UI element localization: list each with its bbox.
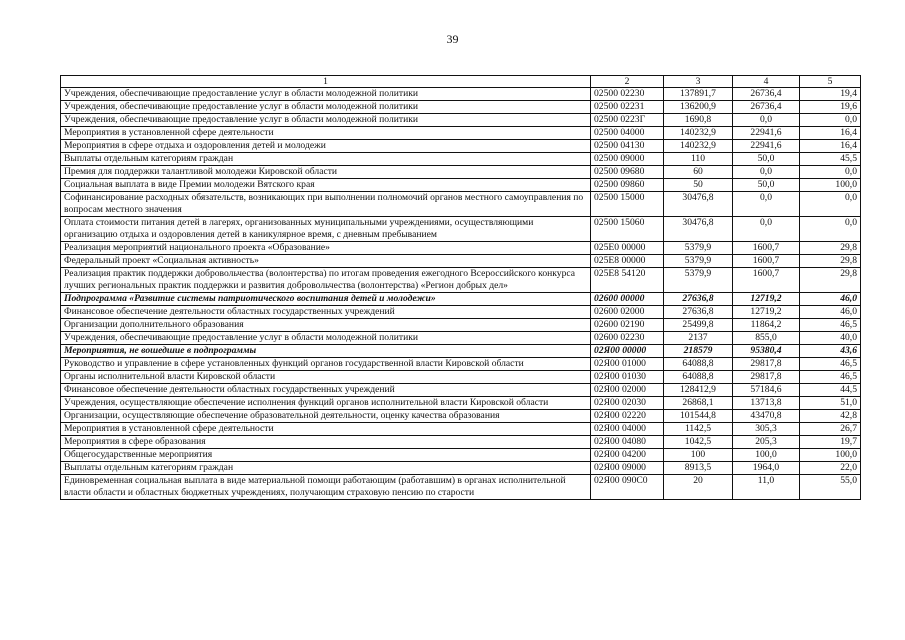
- row-code-cell: 02500 02230: [591, 88, 664, 101]
- column-header-actual: 4: [733, 76, 800, 88]
- column-header-plan: 3: [664, 76, 733, 88]
- row-name-cell: Общегосударственные мероприятия: [61, 449, 591, 462]
- row-plan-cell: 137891,7: [664, 88, 733, 101]
- row-plan-cell: 128412,9: [664, 384, 733, 397]
- row-actual-cell: 29817,8: [733, 371, 800, 384]
- row-actual-cell: 0,0: [733, 166, 800, 179]
- row-plan-cell: 110: [664, 153, 733, 166]
- table-row: [61, 319, 861, 332]
- row-percent-cell: 46,0: [800, 306, 861, 319]
- row-actual-cell: 305,3: [733, 423, 800, 436]
- row-plan-cell: 1142,5: [664, 423, 733, 436]
- row-plan-cell: 1690,8: [664, 114, 733, 127]
- row-percent-cell: 55,0: [800, 475, 861, 500]
- row-name-cell: Мероприятия в установленной сфере деятельности: [61, 127, 591, 140]
- row-percent-cell: 29,8: [800, 242, 861, 255]
- row-code-cell: 02Я00 02220: [591, 410, 664, 423]
- row-actual-cell: 0,0: [733, 192, 800, 217]
- row-name-cell: Руководство и управление в сфере установленных функций органов государственной власти Кировской области: [61, 358, 591, 371]
- row-code-cell: 02500 15060: [591, 217, 664, 242]
- row-plan-cell: 27636,8: [664, 293, 733, 306]
- row-name-cell: Учреждения, обеспечивающие предоставление услуг в области молодежной политики: [61, 88, 591, 101]
- row-percent-cell: 19,7: [800, 436, 861, 449]
- row-actual-cell: 26736,4: [733, 101, 800, 114]
- row-percent-cell: 43,6: [800, 345, 861, 358]
- row-name-cell: Федеральный проект «Социальная активность»: [61, 255, 591, 268]
- row-name-cell: Мероприятия, не вошедшие в подпрограммы: [61, 345, 591, 358]
- table-row: [61, 140, 861, 153]
- row-percent-cell: 51,0: [800, 397, 861, 410]
- table-row: [61, 242, 861, 255]
- row-plan-cell: 30476,8: [664, 192, 733, 217]
- row-code-cell: 02Я00 02030: [591, 397, 664, 410]
- table-row: [61, 345, 861, 358]
- row-code-cell: 02Я00 02000: [591, 384, 664, 397]
- row-name-cell: Финансовое обеспечение деятельности областных государственных учреждений: [61, 306, 591, 319]
- row-name-cell: Единовременная социальная выплата в виде материальной помощи работающим (работавшим) в органах исполнительной власти области и областных бюджетных учреждениях, получающим страховую пенсию по старости: [61, 475, 591, 500]
- row-percent-cell: 100,0: [800, 449, 861, 462]
- row-actual-cell: 1964,0: [733, 462, 800, 475]
- row-name-cell: Финансовое обеспечение деятельности областных государственных учреждений: [61, 384, 591, 397]
- row-name-cell: Реализация практик поддержки добровольчества (волонтерства) по итогам проведения ежегодного Всероссийского конкурса лучших региональных практик поддержки и развития добровольчества (волонтерства) «Регион добрых дел»: [61, 268, 591, 293]
- row-actual-cell: 22941,6: [733, 127, 800, 140]
- table-row: [61, 449, 861, 462]
- row-actual-cell: 855,0: [733, 332, 800, 345]
- row-name-cell: Премия для поддержки талантливой молодежи Кировской области: [61, 166, 591, 179]
- row-plan-cell: 5379,9: [664, 255, 733, 268]
- table-row: [61, 114, 861, 127]
- row-plan-cell: 50: [664, 179, 733, 192]
- row-percent-cell: 44,5: [800, 384, 861, 397]
- row-percent-cell: 29,8: [800, 268, 861, 293]
- row-code-cell: 02500 09680: [591, 166, 664, 179]
- row-name-cell: Учреждения, осуществляющие обеспечение исполнения функций органов исполнительной власти Кировской области: [61, 397, 591, 410]
- row-actual-cell: 26736,4: [733, 88, 800, 101]
- row-name-cell: Выплаты отдельным категориям граждан: [61, 153, 591, 166]
- row-actual-cell: 0,0: [733, 114, 800, 127]
- table-header-row: [61, 76, 861, 88]
- row-code-cell: 02600 02000: [591, 306, 664, 319]
- row-code-cell: 02500 04130: [591, 140, 664, 153]
- table-row: [61, 475, 861, 500]
- table-row: [61, 127, 861, 140]
- row-name-cell: Социальная выплата в виде Премии молодежи Вятского края: [61, 179, 591, 192]
- row-plan-cell: 5379,9: [664, 268, 733, 293]
- row-actual-cell: 43470,8: [733, 410, 800, 423]
- table-row: [61, 423, 861, 436]
- row-code-cell: 02500 0223Г: [591, 114, 664, 127]
- row-name-cell: Мероприятия в сфере отдыха и оздоровления детей и молодежи: [61, 140, 591, 153]
- row-percent-cell: 26,7: [800, 423, 861, 436]
- row-plan-cell: 1042,5: [664, 436, 733, 449]
- row-code-cell: 025Е0 00000: [591, 242, 664, 255]
- row-code-cell: 02Я00 04200: [591, 449, 664, 462]
- row-plan-cell: 140232,9: [664, 127, 733, 140]
- row-percent-cell: 46,5: [800, 319, 861, 332]
- column-header-code: 2: [591, 76, 664, 88]
- row-percent-cell: 42,8: [800, 410, 861, 423]
- row-code-cell: 02Я00 09000: [591, 462, 664, 475]
- row-name-cell: Выплаты отдельным категориям граждан: [61, 462, 591, 475]
- row-actual-cell: 1600,7: [733, 255, 800, 268]
- row-actual-cell: 29817,8: [733, 358, 800, 371]
- row-plan-cell: 5379,9: [664, 242, 733, 255]
- row-name-cell: Оплата стоимости питания детей в лагерях, организованных муниципальными учреждениями, осуществляющими организацию отдыха и оздоровления детей в каникулярное время, с дневным пребыванием: [61, 217, 591, 242]
- row-code-cell: 02Я00 01030: [591, 371, 664, 384]
- row-code-cell: 02Я00 04000: [591, 423, 664, 436]
- table-row: [61, 358, 861, 371]
- row-plan-cell: 2137: [664, 332, 733, 345]
- row-plan-cell: 20: [664, 475, 733, 500]
- table-row: [61, 268, 861, 293]
- row-percent-cell: 46,5: [800, 371, 861, 384]
- table-row: [61, 179, 861, 192]
- table-body: [61, 88, 861, 500]
- row-actual-cell: 50,0: [733, 153, 800, 166]
- table-row: [61, 306, 861, 319]
- row-plan-cell: 140232,9: [664, 140, 733, 153]
- row-name-cell: Мероприятия в установленной сфере деятельности: [61, 423, 591, 436]
- table-row: [61, 462, 861, 475]
- row-plan-cell: 64088,8: [664, 358, 733, 371]
- row-plan-cell: 26868,1: [664, 397, 733, 410]
- row-code-cell: 02Я00 090С0: [591, 475, 664, 500]
- row-code-cell: 02600 02230: [591, 332, 664, 345]
- row-percent-cell: 46,0: [800, 293, 861, 306]
- budget-execution-table: [60, 75, 861, 500]
- row-code-cell: 025Е8 54120: [591, 268, 664, 293]
- row-percent-cell: 19,6: [800, 101, 861, 114]
- row-plan-cell: 25499,8: [664, 319, 733, 332]
- row-actual-cell: 12719,2: [733, 306, 800, 319]
- row-code-cell: 02500 09000: [591, 153, 664, 166]
- row-code-cell: 02600 00000: [591, 293, 664, 306]
- row-actual-cell: 100,0: [733, 449, 800, 462]
- row-actual-cell: 11864,2: [733, 319, 800, 332]
- row-plan-cell: 60: [664, 166, 733, 179]
- row-code-cell: 02600 02190: [591, 319, 664, 332]
- row-name-cell: Организации, осуществляющие обеспечение образовательной деятельности, оценку качества образования: [61, 410, 591, 423]
- row-code-cell: 02500 09860: [591, 179, 664, 192]
- row-percent-cell: 16,4: [800, 127, 861, 140]
- row-actual-cell: 57184,6: [733, 384, 800, 397]
- row-actual-cell: 95380,4: [733, 345, 800, 358]
- row-percent-cell: 22,0: [800, 462, 861, 475]
- row-percent-cell: 0,0: [800, 166, 861, 179]
- row-percent-cell: 46,5: [800, 358, 861, 371]
- row-percent-cell: 100,0: [800, 179, 861, 192]
- row-plan-cell: 218579: [664, 345, 733, 358]
- row-percent-cell: 0,0: [800, 114, 861, 127]
- row-actual-cell: 13713,8: [733, 397, 800, 410]
- row-actual-cell: 1600,7: [733, 268, 800, 293]
- table-row: [61, 410, 861, 423]
- row-actual-cell: 205,3: [733, 436, 800, 449]
- table-row: [61, 255, 861, 268]
- row-actual-cell: 0,0: [733, 217, 800, 242]
- row-plan-cell: 101544,8: [664, 410, 733, 423]
- row-code-cell: 02500 04000: [591, 127, 664, 140]
- row-percent-cell: 45,5: [800, 153, 861, 166]
- row-plan-cell: 100: [664, 449, 733, 462]
- row-percent-cell: 0,0: [800, 217, 861, 242]
- row-code-cell: 02500 15000: [591, 192, 664, 217]
- page-number: 39: [446, 32, 459, 46]
- row-name-cell: Реализация мероприятий национального проекта «Образование»: [61, 242, 591, 255]
- table-row: [61, 217, 861, 242]
- row-code-cell: 025Е8 00000: [591, 255, 664, 268]
- table-row: [61, 166, 861, 179]
- row-name-cell: Учреждения, обеспечивающие предоставление услуг в области молодежной политики: [61, 332, 591, 345]
- row-percent-cell: 19,4: [800, 88, 861, 101]
- row-name-cell: Учреждения, обеспечивающие предоставление услуг в области молодежной политики: [61, 101, 591, 114]
- column-header-percent: 5: [800, 76, 861, 88]
- row-name-cell: Учреждения, обеспечивающие предоставление услуг в области молодежной политики: [61, 114, 591, 127]
- column-header-name: 1: [61, 76, 591, 88]
- row-actual-cell: 50,0: [733, 179, 800, 192]
- row-plan-cell: 136200,9: [664, 101, 733, 114]
- row-actual-cell: 12719,2: [733, 293, 800, 306]
- table-row: [61, 293, 861, 306]
- row-percent-cell: 0,0: [800, 192, 861, 217]
- row-percent-cell: 16,4: [800, 140, 861, 153]
- row-code-cell: 02Я00 04080: [591, 436, 664, 449]
- row-actual-cell: 11,0: [733, 475, 800, 500]
- row-plan-cell: 64088,8: [664, 371, 733, 384]
- row-percent-cell: 40,0: [800, 332, 861, 345]
- table-row: [61, 371, 861, 384]
- row-name-cell: Мероприятия в сфере образования: [61, 436, 591, 449]
- table-row: [61, 397, 861, 410]
- row-code-cell: 02Я00 01000: [591, 358, 664, 371]
- table-row: [61, 192, 861, 217]
- table-row: [61, 436, 861, 449]
- table-row: [61, 384, 861, 397]
- row-name-cell: Софинансирование расходных обязательств, возникающих при выполнении полномочий органов местного самоуправления по вопросам местного значения: [61, 192, 591, 217]
- row-actual-cell: 22941,6: [733, 140, 800, 153]
- table-row: [61, 332, 861, 345]
- row-code-cell: 02500 02231: [591, 101, 664, 114]
- table-row: [61, 88, 861, 101]
- row-actual-cell: 1600,7: [733, 242, 800, 255]
- row-name-cell: Органы исполнительной власти Кировской области: [61, 371, 591, 384]
- table-row: [61, 153, 861, 166]
- row-name-cell: Подпрограмма «Развитие системы патриотического воспитания детей и молодежи»: [61, 293, 591, 306]
- row-plan-cell: 27636,8: [664, 306, 733, 319]
- row-code-cell: 02Я00 00000: [591, 345, 664, 358]
- table-row: [61, 101, 861, 114]
- row-name-cell: Организации дополнительного образования: [61, 319, 591, 332]
- row-percent-cell: 29,8: [800, 255, 861, 268]
- row-plan-cell: 8913,5: [664, 462, 733, 475]
- row-plan-cell: 30476,8: [664, 217, 733, 242]
